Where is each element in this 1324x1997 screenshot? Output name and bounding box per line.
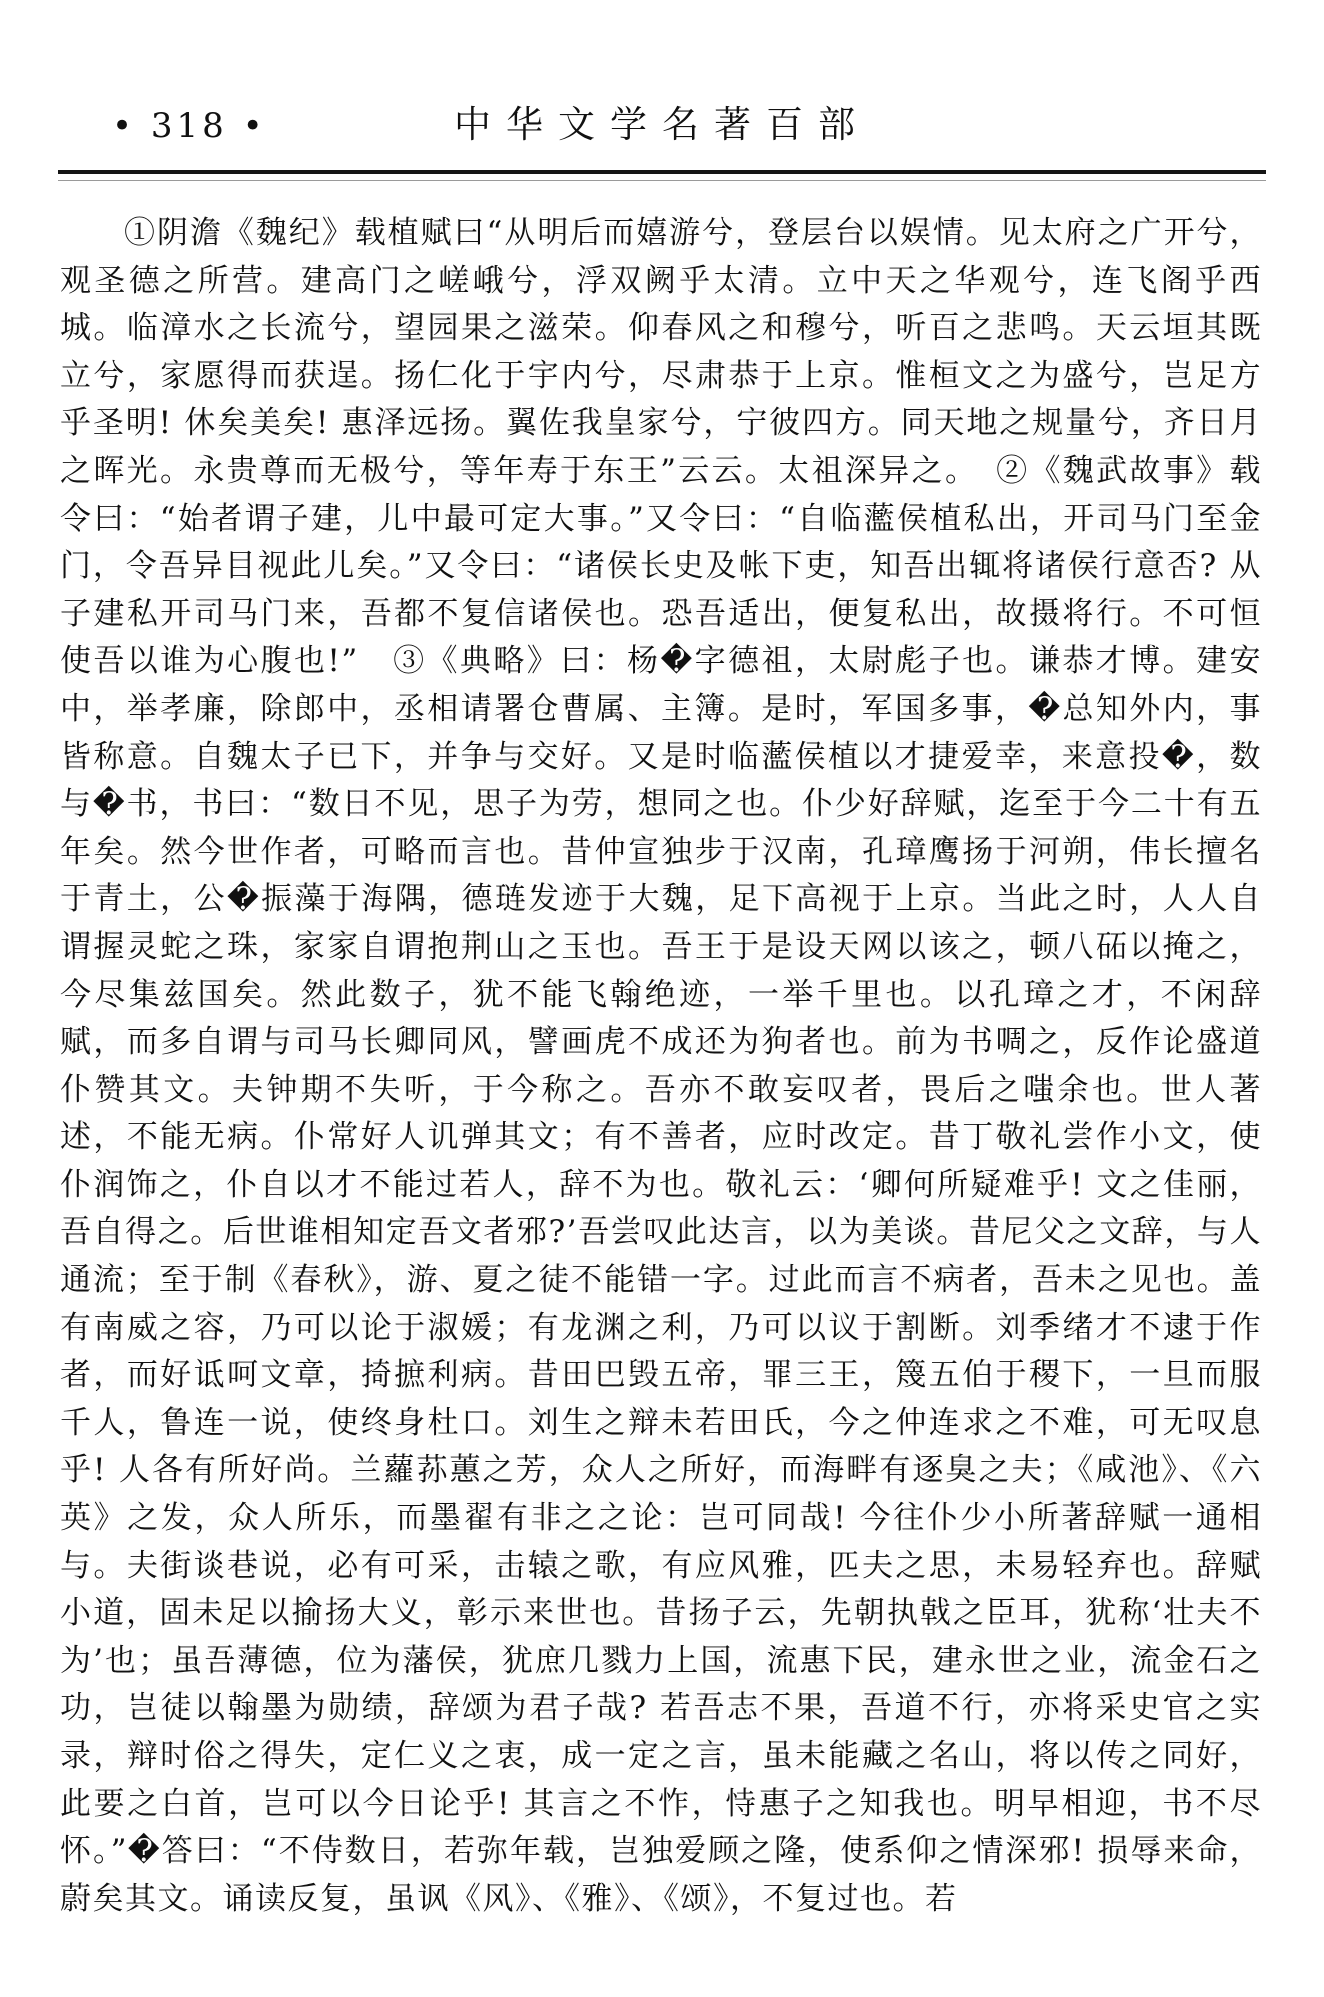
annotation-note-2: ②《魏武故事》载令曰：“始者谓子建，儿中最可定大事。”又令曰：“自临蘫侯植私出，开司马门至金门，令吾异目视此儿矣。”又令曰：“诸侯长史及帐下吏，知吾出辄将诸侯行意否? 从子建私开司马门来，吾都不复信诸侯也。恐吾适出，便复私出，故摄将行。不可恒使吾以谁为心腹也!” xyxy=(60,452,1262,680)
annotation-note-1: ①阴澹《魏纪》载植赋曰“从明后而嬉游兮，登层台以娱情。见太府之广开兮，观圣德之所营。建高门之嵯峨兮，浮双阙乎太清。立中天之华观兮，连飞阁乎西城。临漳水之长流兮，望园果之滋荣。仰春风之和穆兮，听百之悲鸣。天云垣其既立兮，家愿得而获逞。扬仁化于宇内兮，尽肃恭于上京。惟桓文之为盛兮，岂足方乎圣明! 休矣美矣! 惠泽远扬。翼佐我皇家兮，宁彼四方。同天地之规量兮，齐日月之晖光。永贵尊而无极兮，等年寿于东王”云云。太祖深异之。 xyxy=(60,215,1262,489)
header-rule xyxy=(58,170,1266,174)
annotation-note-3: ③《典略》曰：杨�字德祖，太尉彪子也。谦恭才博。建安中，举孝廉，除郎中，丞相请署仓曹属、主簿。是时，军国多事，�总知外内，事皆称意。自魏太子已下，并争与交好。又是时临蘫侯植以才捷爱幸，来意投�，数与�书，书曰：“数日不见，思子为劳，想同之也。仆少好辞赋，迄至于今二十有五年矣。然今世作者，可略而言也。昔仲宣独步于汉南，孔璋鹰扬于河朔，伟长擅名于青土，公�振藻于海隅，德琏发迹于大魏，足下高视于上京。当此之时，人人自谓握灵蛇之珠，家家自谓抱荆山之玉也。吾王于是设天网以该之，顿八砳以掩之，今尽集兹国矣。然此数子，犹不能飞翰绝迹，一举千里也。以孔璋之才，不闲辞赋，而多自谓与司马长卿同风，譬画虎不成还为狗者也。前为书啁之，反作论盛道仆赞其文。夫钟期不失听，于今称之。吾亦不敢妄叹者，畏后之嗤余也。世人著述，不能无病。仆常好人讥弹其文；有不善者，应时改定。昔丁敬礼尝作小文，使仆润饰之，仆自以才不能过若人，辞不为也。敬礼云：‘卿何所疑难乎! 文之佳丽，吾自得之。后世谁相知定吾文者邪?’吾尝叹此达言，以为美谈。昔尼父之文辞，与人通流；至于制《春秋》，游、夏之徒不能错一字。过此而言不病者，吾未之见也。盖有南威之容，乃可以论于淑媛；有龙渊之利，乃可以议于割断。刘季绪才不逮于作者，而好诋呵文章，掎摭利病。昔田巴毁五帝，罪三王，篾五伯于稷下，一旦而服千人，鲁连一说，使终身杜口。刘生之辩未若田氏，今之仲连求之不难，可无叹息乎! 人各有所好尚。兰蘿荪蕙之芳，众人之所好，而海畔有逐臭之夫；《咸池》、《六英》之发，众人所乐，而墨翟有非之之论：岂可同哉! 今往仆少小所著辞赋一通相与。夫街谈巷说，必有可采，击辕之歌，有应风雅，匹夫之思，未易轻弃也。辞赋小道，固未足以揄扬大义，彰示来世也。昔扬子云，先朝执戟之臣耳，犹称‘壮夫不为’也；虽吾薄德，位为藩侯，犹庶几戮力上国，流惠下民，建永世之业，流金石之功，岂徒以翰墨为勋绩，辞颂为君子哉? 若吾志不果，吾道不行，亦将采史官之实录，辩时俗之得失，定仁义之衷，成一定之言，虽未能藏之名山，将以传之同好，此要之白首，岂可以今日论乎! 其言之不怍，恃惠子之知我也。明早相迎，书不尽怀。”�答曰：“不侍数日，若弥年载，岂独爱顾之隆，使系仰之情深邪! 损辱来命，蔚矣其文。诵读反复，虽讽《风》、《雅》、《颂》，不复过也。若 xyxy=(60,643,1262,1917)
page-header xyxy=(0,0,1324,152)
book-title: 中华文学名著百部 xyxy=(454,103,870,146)
annotations-paragraph xyxy=(60,210,1262,1923)
page-number: • 318 • xyxy=(112,106,267,146)
